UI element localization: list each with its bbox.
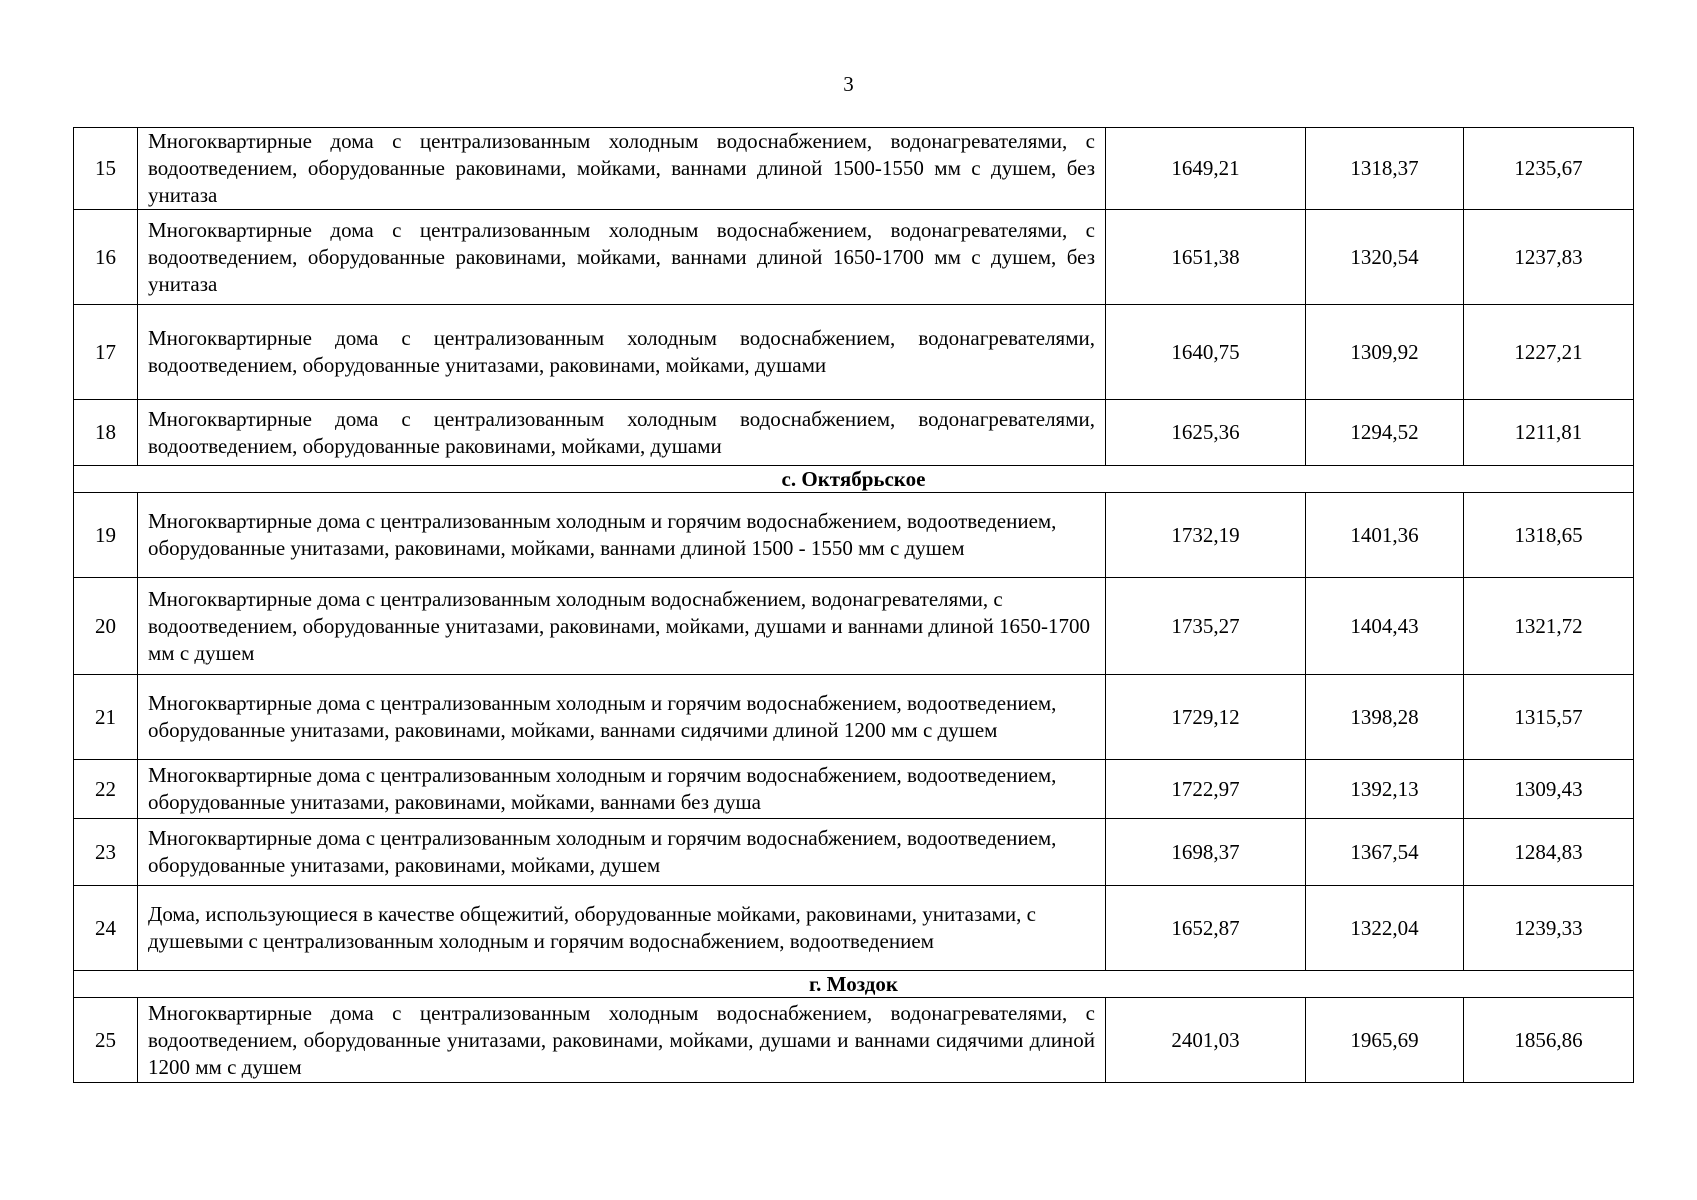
tariff-value-2: 1398,28 [1306, 675, 1464, 760]
table-row [74, 305, 1634, 400]
row-number: 24 [74, 886, 138, 971]
tariff-value-3: 1284,83 [1464, 819, 1634, 886]
table-row [74, 760, 1634, 819]
tariff-value-1: 1698,37 [1106, 819, 1306, 886]
row-description: Многоквартирные дома с централизованным холодным водоснабжением, водонагревателями, с водоотведением, оборудованные раковинами, мойками, ваннами длиной 1650-1700 мм с душем, без унитаза [138, 210, 1106, 305]
section-title: с. Октябрьское [74, 466, 1634, 493]
page-number: 3 [843, 72, 854, 96]
tariff-value-1: 1729,12 [1106, 675, 1306, 760]
row-number: 16 [74, 210, 138, 305]
row-description: Многоквартирные дома с централизованным холодным водоснабжением, водонагревателями, с водоотведением, оборудованные раковинами, мойками, ваннами длиной 1500-1550 мм с душем, без унитаза [138, 128, 1106, 210]
tariff-value-2: 1320,54 [1306, 210, 1464, 305]
tariff-value-1: 1640,75 [1106, 305, 1306, 400]
row-description: Многоквартирные дома с централизованным холодным и горячим водоснабжением, водоотведением, оборудованные унитазами, раковинами, мойками, ваннами длиной 1500 - 1550 мм с душем [138, 493, 1106, 578]
row-description: Многоквартирные дома с централизованным холодным водоснабжением, водонагревателями, водоотведением, оборудованные раковинами, мойками, душами [138, 400, 1106, 466]
tariff-value-2: 1322,04 [1306, 886, 1464, 971]
table-row [74, 210, 1634, 305]
tariff-table [73, 127, 1634, 1083]
row-number: 23 [74, 819, 138, 886]
table-row [74, 886, 1634, 971]
section-row [74, 971, 1634, 998]
section-title: г. Моздок [74, 971, 1634, 998]
tariff-value-2: 1309,92 [1306, 305, 1464, 400]
tariff-value-1: 1625,36 [1106, 400, 1306, 466]
tariff-value-2: 1318,37 [1306, 128, 1464, 210]
table-row [74, 819, 1634, 886]
tariff-value-2: 1367,54 [1306, 819, 1464, 886]
row-description: Многоквартирные дома с централизованным холодным и горячим водоснабжением, водоотведением, оборудованные унитазами, раковинами, мойками, душем [138, 819, 1106, 886]
tariff-value-1: 1651,38 [1106, 210, 1306, 305]
tariff-value-2: 1294,52 [1306, 400, 1464, 466]
tariff-value-1: 1732,19 [1106, 493, 1306, 578]
row-description: Многоквартирные дома с централизованным холодным водоснабжением, водонагревателями, с водоотведением, оборудованные унитазами, раковинами, мойками, душами и ваннами сидячими длиной 1200 мм с душем [138, 998, 1106, 1083]
row-number: 17 [74, 305, 138, 400]
tariff-value-3: 1237,83 [1464, 210, 1634, 305]
tariff-value-3: 1227,21 [1464, 305, 1634, 400]
table-row [74, 675, 1634, 760]
row-number: 18 [74, 400, 138, 466]
tariff-value-3: 1235,67 [1464, 128, 1634, 210]
tariff-value-3: 1309,43 [1464, 760, 1634, 819]
row-number: 25 [74, 998, 138, 1083]
tariff-value-3: 1315,57 [1464, 675, 1634, 760]
tariff-value-1: 1735,27 [1106, 578, 1306, 675]
table-row [74, 578, 1634, 675]
tariff-value-2: 1401,36 [1306, 493, 1464, 578]
tariff-value-2: 1404,43 [1306, 578, 1464, 675]
table-row [74, 128, 1634, 210]
tariff-value-3: 1239,33 [1464, 886, 1634, 971]
row-description: Многоквартирные дома с централизованным холодным водоснабжением, водонагревателями, водоотведением, оборудованные унитазами, раковинами, мойками, душами [138, 305, 1106, 400]
row-description: Многоквартирные дома с централизованным холодным водоснабжением, водонагревателями, с водоотведением, оборудованные унитазами, раковинами, мойками, душами и ваннами длиной 1650-1700 мм с душем [138, 578, 1106, 675]
table-row [74, 998, 1634, 1083]
tariff-value-1: 1722,97 [1106, 760, 1306, 819]
row-number: 22 [74, 760, 138, 819]
row-description: Дома, использующиеся в качестве общежитий, оборудованные мойками, раковинами, унитазами, с душевыми с централизованным холодным и горячим водоснабжением, водоотведением [138, 886, 1106, 971]
tariff-value-1: 2401,03 [1106, 998, 1306, 1083]
tariff-value-2: 1965,69 [1306, 998, 1464, 1083]
tariff-value-3: 1321,72 [1464, 578, 1634, 675]
table-row [74, 493, 1634, 578]
row-number: 19 [74, 493, 138, 578]
table-row [74, 400, 1634, 466]
tariff-value-1: 1649,21 [1106, 128, 1306, 210]
row-number: 20 [74, 578, 138, 675]
tariff-value-1: 1652,87 [1106, 886, 1306, 971]
tariff-value-2: 1392,13 [1306, 760, 1464, 819]
row-number: 15 [74, 128, 138, 210]
row-description: Многоквартирные дома с централизованным холодным и горячим водоснабжением, водоотведением, оборудованные унитазами, раковинами, мойками, ваннами сидячими длиной 1200 мм с душем [138, 675, 1106, 760]
tariff-value-3: 1211,81 [1464, 400, 1634, 466]
tariff-value-3: 1856,86 [1464, 998, 1634, 1083]
row-number: 21 [74, 675, 138, 760]
tariff-value-3: 1318,65 [1464, 493, 1634, 578]
row-description: Многоквартирные дома с централизованным холодным и горячим водоснабжением, водоотведением, оборудованные унитазами, раковинами, мойками, ваннами без душа [138, 760, 1106, 819]
section-row [74, 466, 1634, 493]
